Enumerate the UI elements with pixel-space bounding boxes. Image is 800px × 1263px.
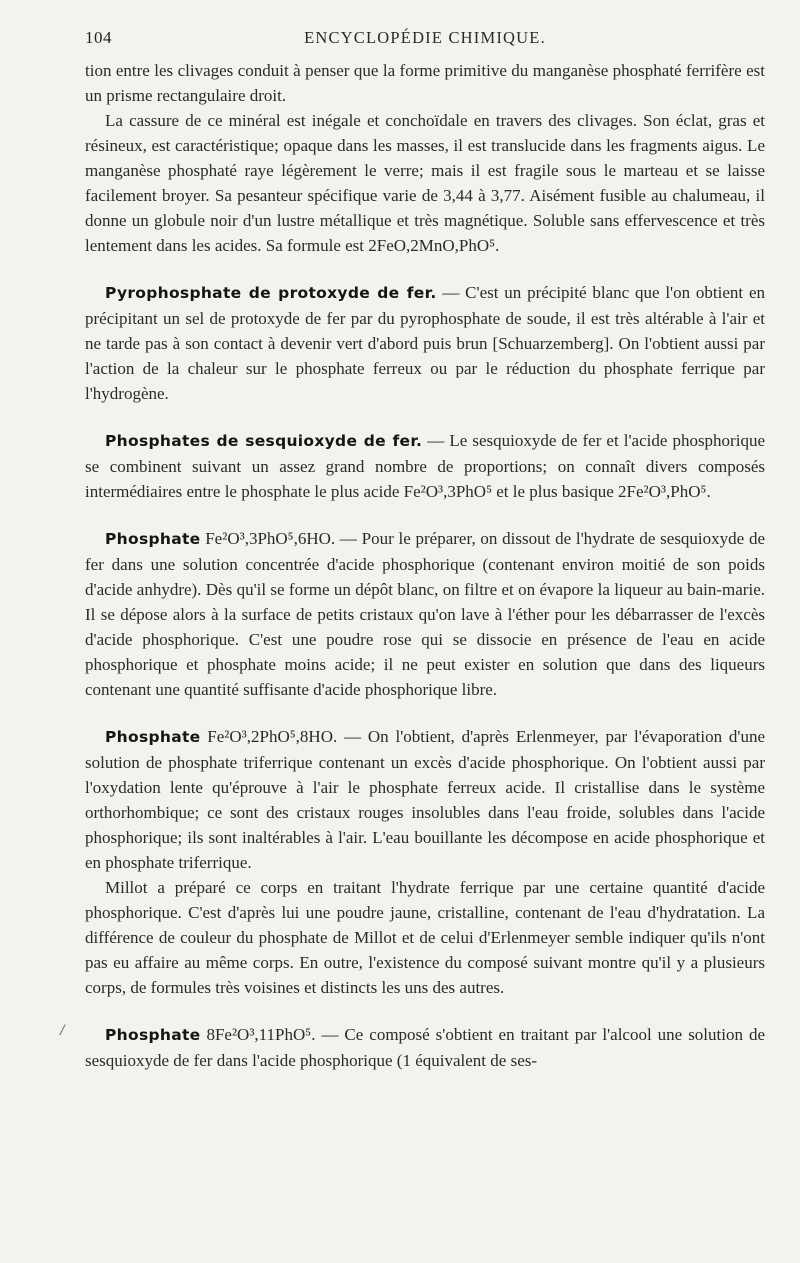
paragraph-1	[85, 58, 765, 108]
paragraph-2	[85, 108, 765, 258]
chemical-formula: Fe²O³,3PhO⁵,6HO.	[200, 529, 336, 548]
paragraph-text: — Ce composé s'obtient en traitant par l'alcool une solution de sesquioxyde de fer dans l'acide phosphorique (1 équivalent de ses-	[85, 1025, 765, 1070]
paragraph-millot	[85, 875, 765, 1000]
chemical-formula: 8Fe²O³,11PhO⁵.	[200, 1025, 316, 1044]
page-header	[85, 28, 765, 52]
section-phosphate-11pho5	[85, 1022, 765, 1073]
chemical-formula: Fe²O³,2PhO⁵,8HO.	[200, 727, 338, 746]
section-heading: Phosphates de sesquioxyde de fer.	[105, 432, 423, 450]
page-number: 104	[85, 28, 112, 47]
running-title: ENCYCLOPÉDIE CHIMIQUE.	[304, 28, 546, 47]
section-heading: Phosphate	[105, 728, 201, 746]
paragraph-text: Millot a préparé ce corps en traitant l'hydrate ferrique par une certaine quantité d'acide phosphorique. C'est d'après lui une poudre jaune, cristalline, contenant de l'eau d'hydratation. La différence de couleur du phosphate de Millot et de celui d'Erlenmeyer semble indiquer qu'ils n'ont pas eu affaire au même corps. En outre, l'existence du composé suivant montre qu'il y a plusieurs corps, de formules très voisines et distincts les uns des autres.	[85, 878, 765, 997]
paragraph-text: La cassure de ce minéral est inégale et conchoïdale en travers des clivages. Son éclat, gras et résineux, est caractéristique; opaque dans les masses, il est translucide dans les fragments aigus. Le manganèse phosphaté raye légèrement le verre; mais il est fragile sous le marteau et se laisse facilement broyer. Sa pesanteur spécifique varie de 3,44 à 3,77. Aisément fusible au chalumeau, il donne un globule noir d'un lustre métallique et très magnétique. Soluble sans effervescence et très lentement dans les acides. Sa formule est 2FeO,2MnO,PhO⁵.	[85, 111, 765, 255]
paragraph-text: — C'est un précipité blanc que l'on obtient en précipitant un sel de protoxyde de fer par du pyrophosphate de soude, il est très altérable à l'air et ne tarde pas à son contact à devenir vert d'abord puis brun [Schuarzemberg]. On l'obtient aussi par l'action de la chaleur sur le phosphate ferreux ou par le réduction du phosphate ferrique par l'hydrogène.	[85, 283, 765, 403]
section-heading: Pyrophosphate de protoxyde de fer.	[105, 284, 437, 302]
margin-annotation: /	[60, 1022, 65, 1039]
section-phosphates-sesquioxyde	[85, 428, 765, 504]
section-phosphate-2pho5	[85, 724, 765, 875]
section-heading: Phosphate	[105, 1026, 201, 1044]
body-text	[85, 58, 765, 1073]
section-pyrophosphate	[85, 280, 765, 406]
paragraph-text: — On l'obtient, d'après Erlenmeyer, par l'évaporation d'une solution de phosphate triferrique contenant un excès d'acide phosphorique. On l'obtient aussi par l'oxydation lente qu'éprouve à l'air le phosphate ferreux acide. Il cristallise dans le système orthorhombique; ce sont des cristaux rouges insolubles dans l'eau froide, solubles dans l'acide phosphorique; ils sont inaltérables à l'air. L'eau bouillante les décompose en acide phosphorique et en phosphate triferrique.	[85, 727, 765, 872]
section-phosphate-3pho5	[85, 526, 765, 702]
paragraph-text: tion entre les clivages conduit à penser que la forme primitive du manganèse phosphaté ferrifère est un prisme rectangulaire droit.	[85, 61, 765, 105]
paragraph-text: — Le sesquioxyde de fer et l'acide phosphorique se combinent suivant un assez grand nombre de proportions; on connaît divers composés intermédiaires entre le phosphate le plus acide Fe²O³,3PhO⁵ et le plus basique 2Fe²O³,PhO⁵.	[85, 431, 765, 501]
section-heading: Phosphate	[105, 530, 201, 548]
paragraph-text: — Pour le préparer, on dissout de l'hydrate de sesquioxyde de fer dans une solution concentrée d'acide phosphorique (contenant environ moitié de son poids d'acide anhydre). Dès qu'il se forme un dépôt blanc, on filtre et on évapore la liqueur au bain-marie. Il se dépose alors à la surface de petits cristaux qu'on lave à l'éther pour les débarrasser de l'excès d'acide phosphorique. C'est une poudre rose qui se dissocie en présence de l'eau en acide phosphorique et phosphate moins acide; il ne peut exister en solution que dans des liqueurs contenant une quantité suffisante d'acide phosphorique libre.	[85, 529, 765, 699]
